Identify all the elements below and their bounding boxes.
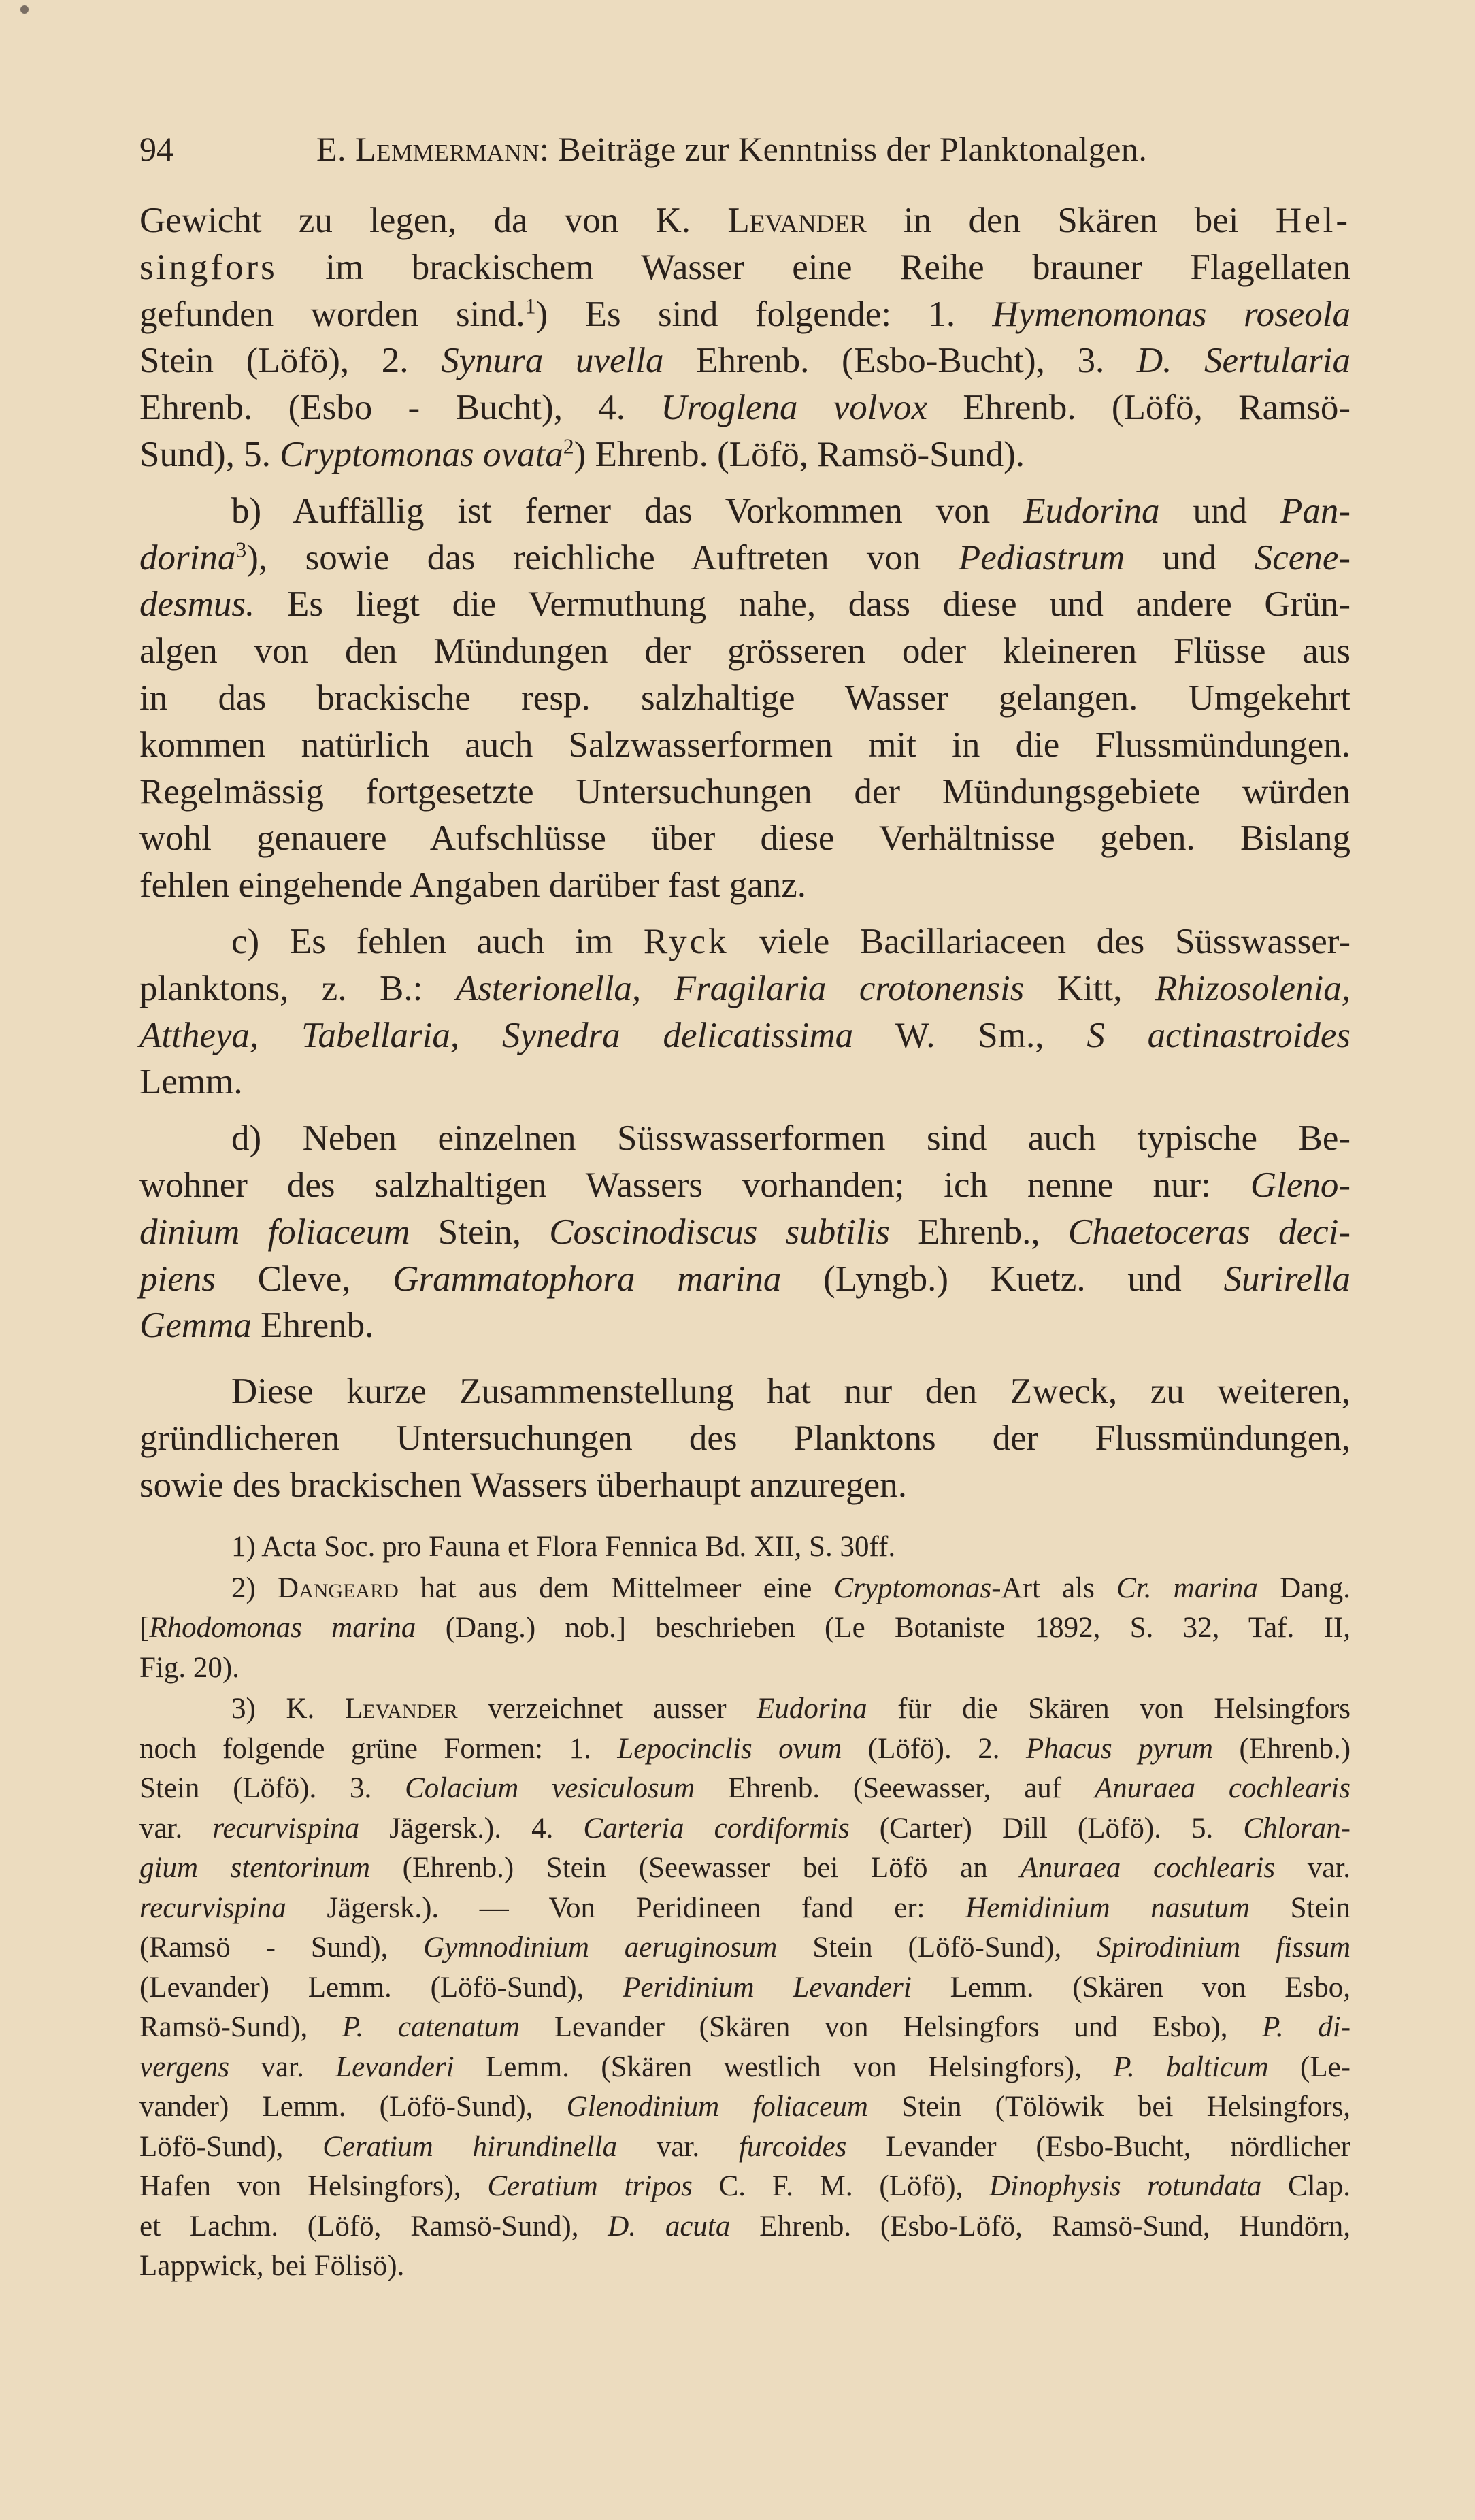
text-line: kommen natürlich auch Salzwasserformen mit in die Flussmündungen.: [139, 725, 1350, 765]
running-title-author: E. Lemmermann:: [316, 130, 550, 168]
footnote-line: 2) Dangeard hat aus dem Mittelmeer eine Cryptomonas-Art als Cr. marina Dang.: [231, 1572, 1350, 1604]
paragraph-1: [139, 197, 1350, 478]
footnote-line: (Levander) Lemm. (Löfö-Sund), Peridinium Levanderi Lemm. (Skären von Esbo,: [139, 1971, 1350, 2004]
text-line: Ehrenb. (Esbo - Bucht), 4. Uroglena volvox Ehrenb. (Löfö, Ramsö-: [139, 388, 1350, 428]
text-line: fehlen eingehende Angaben darüber fast ganz.: [139, 865, 807, 906]
footnote-line: Hafen von Helsingfors), Ceratium tripos C. F. M. (Löfö), Dinophysis rotundata Clap.: [139, 2170, 1350, 2202]
paragraph-5: [139, 1368, 1350, 1508]
text-line: d) Neben einzelnen Süsswasserformen sind auch typische Be-: [231, 1118, 1350, 1159]
footnote-line: Lappwick, bei Fölisö).: [139, 2250, 405, 2282]
text-line: wohner des salzhaltigen Wassers vorhanden; ich nenne nur: Gleno-: [139, 1165, 1350, 1205]
footnote-line: gium stentorinum (Ehrenb.) Stein (Seewasser bei Löfö an Anuraea cochlearis var.: [139, 1852, 1351, 1884]
footnote-line: noch folgende grüne Formen: 1. Lepocinclis ovum (Löfö). 2. Phacus pyrum (Ehrenb.): [139, 1732, 1351, 1765]
text-line: b) Auffällig ist ferner das Vorkommen von Eudorina und Pan-: [231, 491, 1350, 531]
footnote-line: var. recurvispina Jägersk.). 4. Carteria cordiformis (Carter) Dill (Löfö). 5. Chloran-: [139, 1812, 1350, 1844]
text-line: in das brackische resp. salzhaltige Wasser gelangen. Umgekehrt: [139, 678, 1350, 718]
running-title-text: Beiträge zur Kenntniss der Planktonalgen.: [558, 130, 1148, 168]
footnote-line: (Ramsö - Sund), Gymnodinium aeruginosum Stein (Löfö-Sund), Spirodinium fissum: [139, 1932, 1350, 1963]
footnote-line: vander) Lemm. (Löfö-Sund), Glenodinium foliaceum Stein (Tölöwik bei Helsingfors,: [139, 2091, 1350, 2123]
text-line: Gewicht zu legen, da von K. Levander in den Skären bei Hel-: [139, 201, 1350, 240]
text-line: Stein (Löfö), 2. Synura uvella Ehrenb. (Esbo-Bucht), 3. D. Sertularia: [139, 341, 1350, 381]
text-line: gefunden worden sind.$^1$) Es sind folgende: 1. Hymenomonas roseola: [139, 293, 1351, 334]
text-line: Attheya, Tabellaria, Synedra delicatissima W. Sm., S actinastroides: [139, 1015, 1350, 1055]
text-line: Regelmässig fortgesetzte Untersuchungen der Mündungsgebiete würden: [139, 772, 1350, 812]
text-line: planktons, z. B.: Asterionella, Fragilaria crotonensis Kitt, Rhizosolenia,: [139, 968, 1350, 1008]
main-text: [139, 197, 1350, 1509]
text-line: gründlicheren Untersuchungen des Planktons der Flussmündungen,: [139, 1418, 1350, 1458]
text-line: c) Es fehlen auch im Ryck viele Bacillariaceen des Süsswasser-: [231, 921, 1350, 961]
footnote-line: Löfö-Sund), Ceratium hirundinella var. furcoides Levander (Esbo-Bucht, nördlicher: [139, 2130, 1350, 2163]
footnote-2: [139, 1569, 1350, 1689]
text-line: singfors im brackischem Wasser eine Reihe brauner Flagellaten: [139, 247, 1350, 287]
text-line: desmus. Es liegt die Vermuthung nahe, dass diese und andere Grün-: [139, 584, 1350, 625]
text-line: Diese kurze Zusammenstellung hat nur den Zweck, zu weiteren,: [231, 1372, 1350, 1412]
footnote-line: 3) K. Levander verzeichnet ausser Eudorina für die Skären von Helsingfors: [231, 1693, 1351, 1725]
footnote-line: vergens var. Levanderi Lemm. (Skären westlich von Helsingfors), P. balticum (Le-: [139, 2051, 1350, 2083]
text-line: algen von den Mündungen der grösseren oder kleineren Flüsse aus: [139, 631, 1350, 672]
running-title: [316, 129, 1147, 169]
paragraph-3: [139, 918, 1350, 1106]
text-line: dinium foliaceum Stein, Coscinodiscus subtilis Ehrenb., Chaetoceras deci-: [139, 1212, 1350, 1252]
text-line: sowie des brackischen Wassers überhaupt anzuregen.: [139, 1465, 907, 1505]
text-line: Sund), 5. Cryptomonas ovata$^2$) Ehrenb. (Löfö, Ramsö-Sund).: [139, 434, 1025, 474]
footnote-line: et Lachm. (Löfö, Ramsö-Sund), D. acuta Ehrenb. (Esbo-Löfö, Ramsö-Sund, Hundörn,: [139, 2210, 1351, 2242]
paragraph-2: [139, 488, 1350, 909]
footnote-1: 1) Acta Soc. pro Fauna et Flora Fennica Bd. XII, S. 30ff.: [231, 1531, 896, 1563]
footnote-line: Stein (Löfö). 3. Colacium vesiculosum Ehrenb. (Seewasser, auf Anuraea cochlearis: [139, 1772, 1350, 1804]
text-line: Gemma Ehrenb.: [139, 1306, 374, 1346]
footnote-line: Fig. 20).: [139, 1651, 239, 1684]
footnote-line: Ramsö-Sund), P. catenatum Levander (Skären von Helsingfors und Esbo), P. di-: [139, 2011, 1351, 2043]
page-header: [139, 129, 1323, 184]
text-line: wohl genauere Aufschlüsse über diese Verhältnisse geben. Bislang: [139, 818, 1350, 859]
text-line: dorina$^3$), sowie das reichliche Auftreten von Pediastrum und Scene-: [139, 537, 1350, 578]
text-line: Lemm.: [139, 1062, 243, 1102]
footnote-3: [139, 1689, 1350, 2287]
ink-speck: [20, 5, 29, 14]
footnotes: [139, 1527, 1350, 2287]
paragraph-4: [139, 1115, 1350, 1349]
page-number: 94: [139, 130, 173, 168]
footnote-line: recurvispina Jägersk.). — Von Peridineen fand er: Hemidinium nasutum Stein: [139, 1891, 1350, 1924]
text-line: piens Cleve, Grammatophora marina (Lyngb.) Kuetz. und Surirella: [139, 1259, 1350, 1299]
footnote-line: [Rhodomonas marina (Dang.) nob.] beschrieben (Le Botaniste 1892, S. 32, Taf. II,: [139, 1612, 1350, 1644]
